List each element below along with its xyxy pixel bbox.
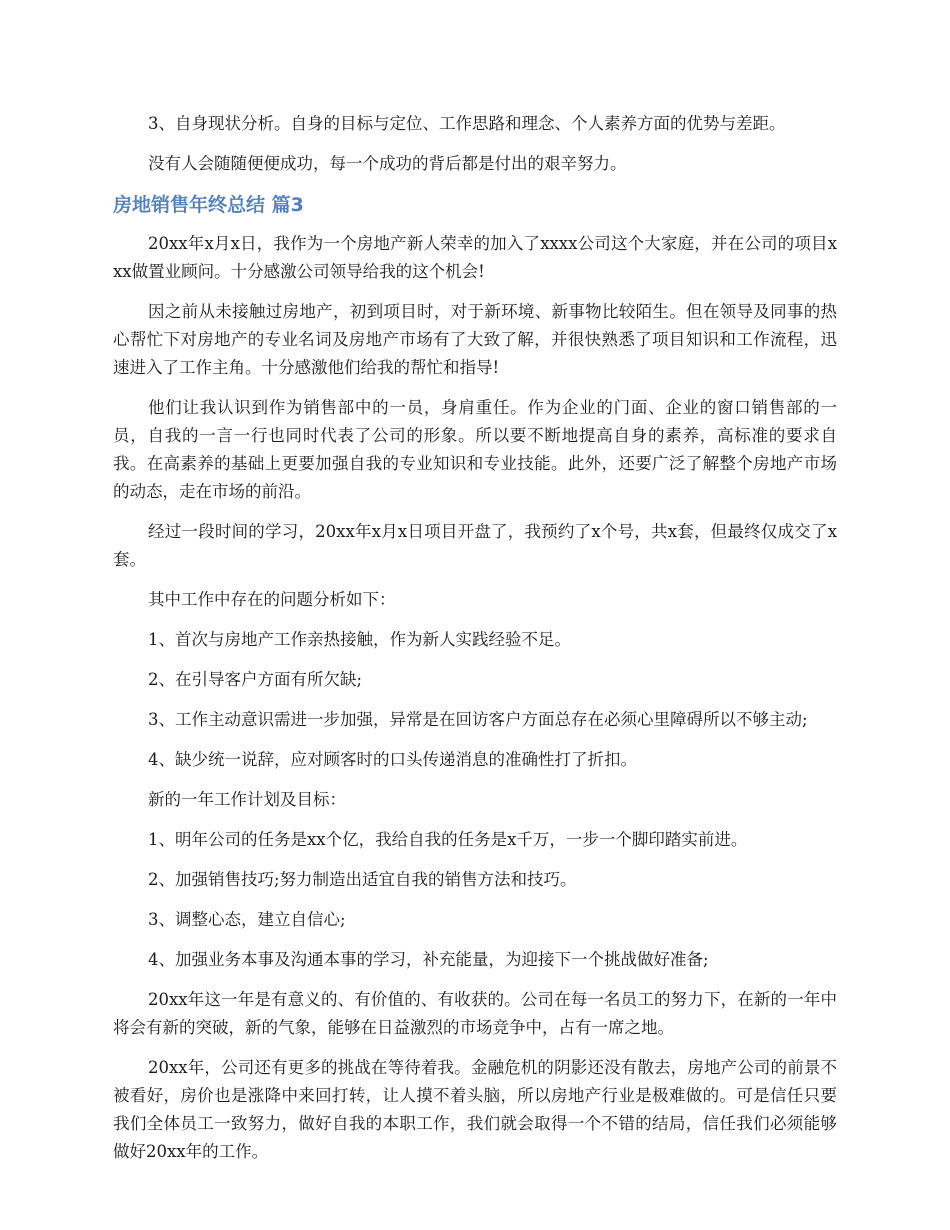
body-paragraph: 他们让我认识到作为销售部中的一员，身肩重任。作为企业的门面、企业的窗口销售部的一员，自我的一言一行也同时代表了公司的形象。所以要不断地提高自身的素养，高标准的要求自我。在高素养的基础上更要加强自我的专业知识和专业技能。此外，还要广泛了解整个房地产市场的动态，走在市场的前沿。 <box>113 398 837 501</box>
plan-list-item: 3、调整心态，建立自信心; <box>148 910 346 929</box>
plan-list-item: 1、明年公司的任务是xx个亿，我给自我的任务是x千万，一步一个脚印踏实前进。 <box>148 830 748 849</box>
problem-list-item: 2、在引导客户方面有所欠缺; <box>148 670 363 689</box>
body-paragraph: 其中工作中存在的问题分析如下： <box>148 590 396 609</box>
problem-list-item: 1、首次与房地产工作亲热接触，作为新人实践经验不足。 <box>148 630 571 649</box>
body-paragraph: 因之前从未接触过房地产，初到项目时，对于新环境、新事物比较陌生。但在领导及同事的热心帮忙下对房地产的专业名词及房地产市场有了大致了解，并很快熟悉了项目知识和工作流程，迅速进入了工作主角。十分感激他们给我的帮忙和指导! <box>113 302 837 377</box>
body-paragraph: 20xx年x月x日，我作为一个房地产新人荣幸的加入了xxxx公司这个大家庭，并在公司的项目xxx做置业顾问。十分感激公司领导给我的这个机会! <box>113 234 837 281</box>
intro-paragraph: 3、自身现状分析。自身的目标与定位、工作思路和理念、个人素养方面的优势与差距。 <box>148 114 786 133</box>
document-page <box>113 110 837 1178</box>
intro-paragraph: 没有人会随随便便成功，每一个成功的背后都是付出的艰辛努力。 <box>148 154 627 173</box>
body-paragraph: 经过一段时间的学习，20xx年x月x日项目开盘了，我预约了x个号，共x套，但最终仅成交了x套。 <box>113 522 837 569</box>
body-paragraph: 20xx年，公司还有更多的挑战在等待着我。金融危机的阴影还没有散去，房地产公司的前景不被看好，房价也是涨降中来回打转，让人摸不着头脑，所以房地产行业是极难做的。可是信任只要我们全体员工一致努力，做好自我的本职工作，我们就会取得一个不错的结局，信任我们必须能够做好20xx年的工作。 <box>113 1058 837 1161</box>
section-heading: 房地销售年终总结 篇3 <box>113 194 304 216</box>
plan-list-item: 2、加强销售技巧;努力制造出适宜自我的销售方法和技巧。 <box>148 870 577 889</box>
problem-list-item: 4、缺少统一说辞，应对顾客时的口头传递消息的准确性打了折扣。 <box>148 750 637 769</box>
body-paragraph: 新的一年工作计划及目标： <box>148 790 346 809</box>
plan-list-item: 4、加强业务本事及沟通本事的学习，补充能量，为迎接下一个挑战做好准备; <box>148 950 709 969</box>
body-paragraph: 20xx年这一年是有意义的、有价值的、有收获的。公司在每一名员工的努力下，在新的一年中将会有新的突破，新的气象，能够在日益激烈的市场竞争中，占有一席之地。 <box>113 990 837 1037</box>
problem-list-item: 3、工作主动意识需进一步加强，异常是在回访客户方面总存在必须心里障碍所以不够主动; <box>148 710 808 729</box>
